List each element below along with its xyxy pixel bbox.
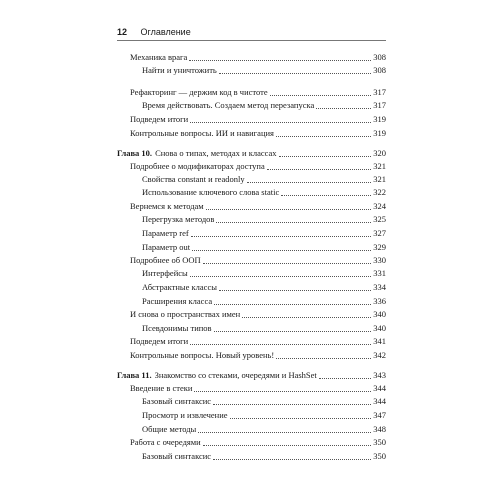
toc-leader-dots (213, 459, 371, 460)
toc-entry (130, 128, 386, 139)
page-number: 12 (117, 27, 128, 37)
toc-entry (142, 242, 386, 253)
toc-page-number: 340 (373, 309, 386, 319)
toc-leader-dots (206, 209, 372, 210)
toc-entry (130, 87, 386, 98)
toc-title: Контрольные вопросы. Новый уровень! (130, 350, 275, 360)
toc-title: Снова о типах, методах и классах (155, 148, 277, 158)
toc-title: Общие методы (142, 424, 197, 434)
toc-leader-dots (316, 108, 371, 109)
toc-leader-dots (270, 95, 372, 96)
toc-leader-dots (276, 358, 371, 359)
toc-entry (130, 437, 386, 448)
toc-page-number: 348 (373, 424, 386, 434)
toc-page-number: 341 (373, 336, 386, 346)
toc-page-number: 347 (373, 410, 386, 420)
toc-title: Расширения класса (142, 296, 213, 306)
toc-title: Подробнее об ООП (130, 255, 201, 265)
toc-entry (130, 161, 386, 172)
toc-page-number: 344 (373, 396, 386, 406)
toc-entry (130, 309, 386, 320)
toc-entry (142, 214, 386, 225)
toc-chapter-entry (117, 370, 386, 381)
toc-page-number: 330 (373, 255, 386, 265)
toc-title: Контрольные вопросы. ИИ и навигация (130, 128, 274, 138)
toc-title: И снова о пространствах имен (130, 309, 241, 319)
toc-page-number: 308 (373, 65, 386, 75)
toc-entry (142, 65, 386, 76)
toc-page-number: 319 (373, 128, 386, 138)
toc-entry (142, 268, 386, 279)
toc-title: Интерфейсы (142, 268, 188, 278)
toc-title: Подробнее о модификаторах доступа (130, 161, 265, 171)
toc-page-number: 325 (373, 214, 386, 224)
toc-page-number: 322 (373, 187, 386, 197)
toc-entry (142, 100, 386, 111)
toc-page-number: 317 (373, 87, 386, 97)
toc-title: Просмотр и извлечение (142, 410, 228, 420)
toc-leader-dots (194, 391, 371, 392)
toc-page-number: 350 (373, 451, 386, 461)
toc-page-number: 331 (373, 268, 386, 278)
toc-leader-dots (214, 331, 372, 332)
toc-title: Подведем итоги (130, 336, 189, 346)
toc-leader-dots (276, 136, 371, 137)
toc-leader-dots (214, 304, 371, 305)
toc-leader-dots (189, 60, 371, 61)
toc-title: Время действовать. Создаем метод перезапуска (142, 100, 315, 110)
toc-leader-dots (319, 378, 371, 379)
toc-entry (130, 52, 386, 63)
toc-title: Параметр out (142, 242, 191, 252)
toc-leader-dots (190, 122, 371, 123)
toc-page-number: 317 (373, 100, 386, 110)
toc-page-number: 324 (373, 201, 386, 211)
toc-page-number: 350 (373, 437, 386, 447)
toc-leader-dots (190, 276, 372, 277)
toc-title: Вернемся к методам (130, 201, 204, 211)
toc-title: Перегрузка методов (142, 214, 215, 224)
toc-title: Найти и уничтожить (142, 65, 217, 75)
toc-title: Механика врага (130, 52, 188, 62)
toc-leader-dots (247, 182, 372, 183)
toc-leader-dots (230, 418, 372, 419)
toc-page-number: 344 (373, 383, 386, 393)
toc-entry (142, 228, 386, 239)
toc-chapter-entry (117, 148, 386, 159)
toc-entry (130, 255, 386, 266)
toc-title: Работа с очередями (130, 437, 201, 447)
toc-leader-dots (219, 73, 371, 74)
toc-title: Абстрактные классы (142, 282, 217, 292)
toc-entry (130, 114, 386, 125)
toc-title: Рефакторинг — держим код в чистоте (130, 87, 268, 97)
toc-page-number: 340 (373, 323, 386, 333)
toc-page-number: 321 (373, 161, 386, 171)
toc-page-number: 342 (373, 350, 386, 360)
toc-title: Введение в стеки (130, 383, 193, 393)
toc-page-number: 329 (373, 242, 386, 252)
toc-leader-dots (267, 169, 372, 170)
toc-leader-dots (213, 404, 371, 405)
toc-chapter-label: Глава 11. (117, 370, 152, 380)
toc-page-number: 321 (373, 174, 386, 184)
toc-title: Знакомство со стеками, очередями и HashSet (154, 370, 317, 380)
toc-entry (130, 201, 386, 212)
toc-title: Использование ключевого слова static (142, 187, 280, 197)
toc-leader-dots (281, 195, 371, 196)
toc-page-number: 336 (373, 296, 386, 306)
toc-leader-dots (198, 432, 371, 433)
toc-entry (142, 323, 386, 334)
toc-entry (142, 187, 386, 198)
toc-title: Базовый синтаксис (142, 451, 212, 461)
toc-title: Псевдонимы типов (142, 323, 212, 333)
toc-leader-dots (191, 236, 372, 237)
toc-title: Подведем итоги (130, 114, 189, 124)
toc-leader-dots (216, 222, 371, 223)
toc-entry (130, 383, 386, 394)
toc-entry (142, 174, 386, 185)
running-title: Оглавление (140, 27, 191, 37)
toc-leader-dots (190, 344, 371, 345)
toc-entry (142, 296, 386, 307)
toc-leader-dots (242, 317, 371, 318)
toc-page-number: 334 (373, 282, 386, 292)
toc-page-number: 308 (373, 52, 386, 62)
toc-leader-dots (203, 263, 372, 264)
toc-entry (142, 396, 386, 407)
toc-entry (130, 336, 386, 347)
toc-page-number: 343 (373, 370, 386, 380)
toc-leader-dots (192, 250, 371, 251)
toc-entry (142, 451, 386, 462)
toc-entry (142, 282, 386, 293)
toc-entry (142, 424, 386, 435)
toc-page-number: 319 (373, 114, 386, 124)
toc-entry (142, 410, 386, 421)
toc-leader-dots (279, 156, 372, 157)
toc-page-number: 327 (373, 228, 386, 238)
toc-entry (130, 350, 386, 361)
toc-title: Базовый синтаксис (142, 396, 212, 406)
toc-title: Свойства constant и readonly (142, 174, 245, 184)
toc-leader-dots (219, 290, 371, 291)
toc-leader-dots (203, 445, 372, 446)
toc-chapter-label: Глава 10. (117, 148, 153, 158)
toc-page-number: 320 (373, 148, 386, 158)
toc-title: Параметр ref (142, 228, 189, 238)
